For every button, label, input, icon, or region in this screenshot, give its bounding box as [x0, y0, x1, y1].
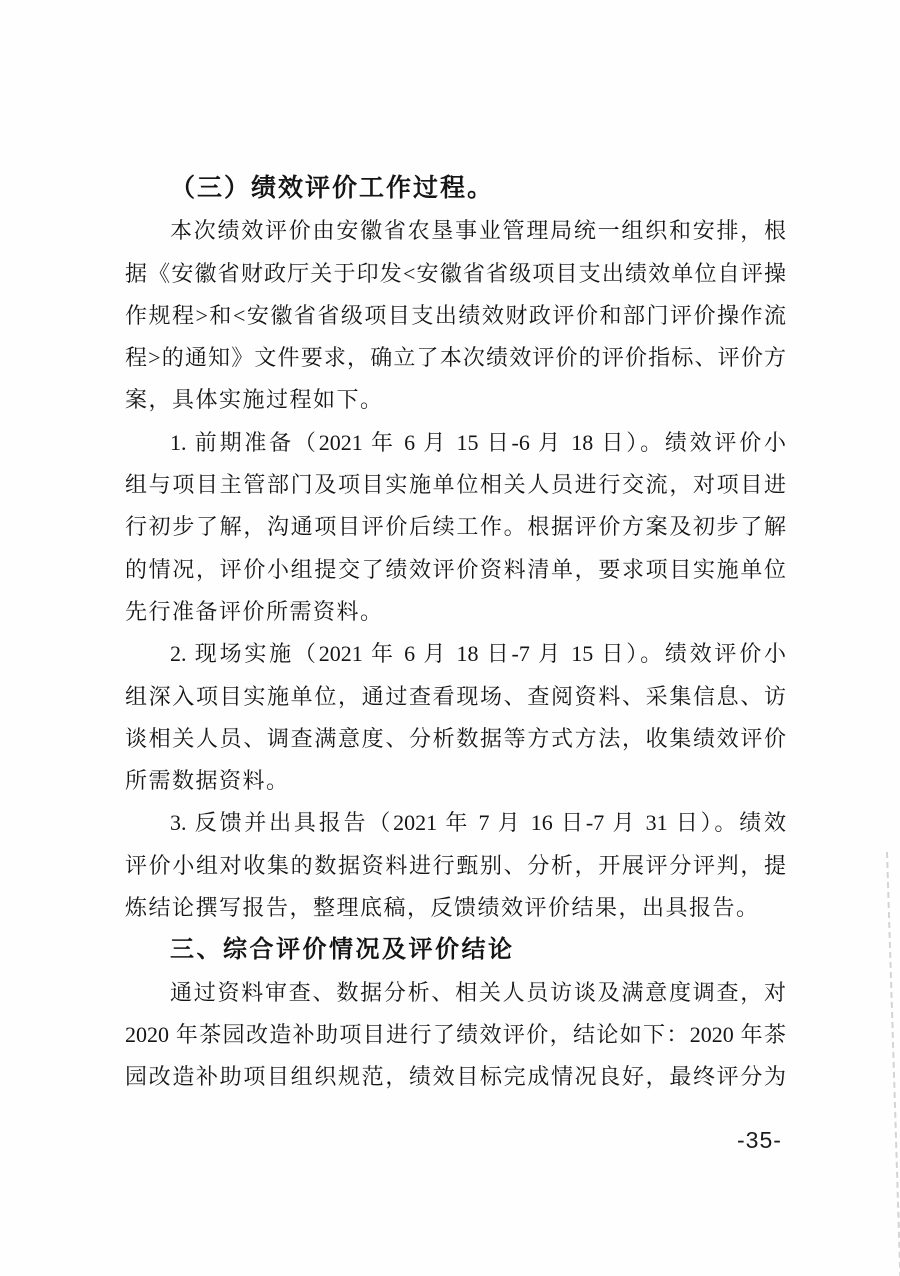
text-line: 1. 前期准备（2021 年 6 月 15 日-6 月 18 日）。绩效评价小 — [170, 429, 786, 455]
text-line: 园改造补助项目组织规范，绩效目标完成情况良好，最终评分为 — [125, 1064, 786, 1090]
scan-artifact-line — [886, 852, 900, 1276]
text-line: 评价小组对收集的数据资料进行甄别、分析，开展评分评判，提 — [125, 852, 786, 878]
page-number: -35- — [737, 1127, 782, 1153]
text-line: 谈相关人员、调查满意度、分析数据等方式方法，收集绩效评价 — [125, 725, 786, 751]
document-body — [125, 168, 786, 1099]
text-line: 通过资料审查、数据分析、相关人员访谈及满意度调查，对 — [170, 979, 786, 1005]
text-line: 2020 年茶园改造补助项目进行了绩效评价，结论如下：2020 年茶 — [125, 1021, 786, 1047]
text-line: 据《安徽省财政厅关于印发<安徽省省级项目支出绩效单位自评操 — [125, 260, 786, 286]
text-line: 程>的通知》文件要求，确立了本次绩效评价的评价指标、评价方 — [125, 345, 786, 371]
text-line: 行初步了解，沟通项目评价后续工作。根据评价方案及初步了解 — [125, 514, 786, 540]
text-line: 2. 现场实施（2021 年 6 月 18 日-7 月 15 日）。绩效评价小 — [170, 641, 786, 667]
text-line: 所需数据资料。 — [125, 768, 290, 794]
text-line: 炼结论撰写报告，整理底稿，反馈绩效评价结果，出具报告。 — [125, 895, 760, 921]
text-line: 案，具体实施过程如下。 — [125, 387, 384, 413]
text-line: 先行准备评价所需资料。 — [125, 598, 384, 624]
section-heading: 三、综合评价情况及评价结论 — [170, 936, 515, 964]
text-line: 作规程>和<安徽省省级项目支出绩效财政评价和部门评价操作流 — [125, 302, 786, 328]
text-line: 的情况，评价小组提交了绩效评价资料清单，要求项目实施单位 — [125, 556, 786, 582]
text-line: 组深入项目实施单位，通过查看现场、查阅资料、采集信息、访 — [125, 683, 786, 709]
text-line: 本次绩效评价由安徽省农垦事业管理局统一组织和安排，根 — [170, 218, 786, 244]
text-line: 3. 反馈并出具报告（2021 年 7 月 16 日-7 月 31 日）。绩效 — [170, 810, 786, 836]
section-heading: （三）绩效评价工作过程。 — [170, 175, 495, 202]
text-line: 组与项目主管部门及项目实施单位相关人员进行交流，对项目进 — [125, 472, 786, 498]
